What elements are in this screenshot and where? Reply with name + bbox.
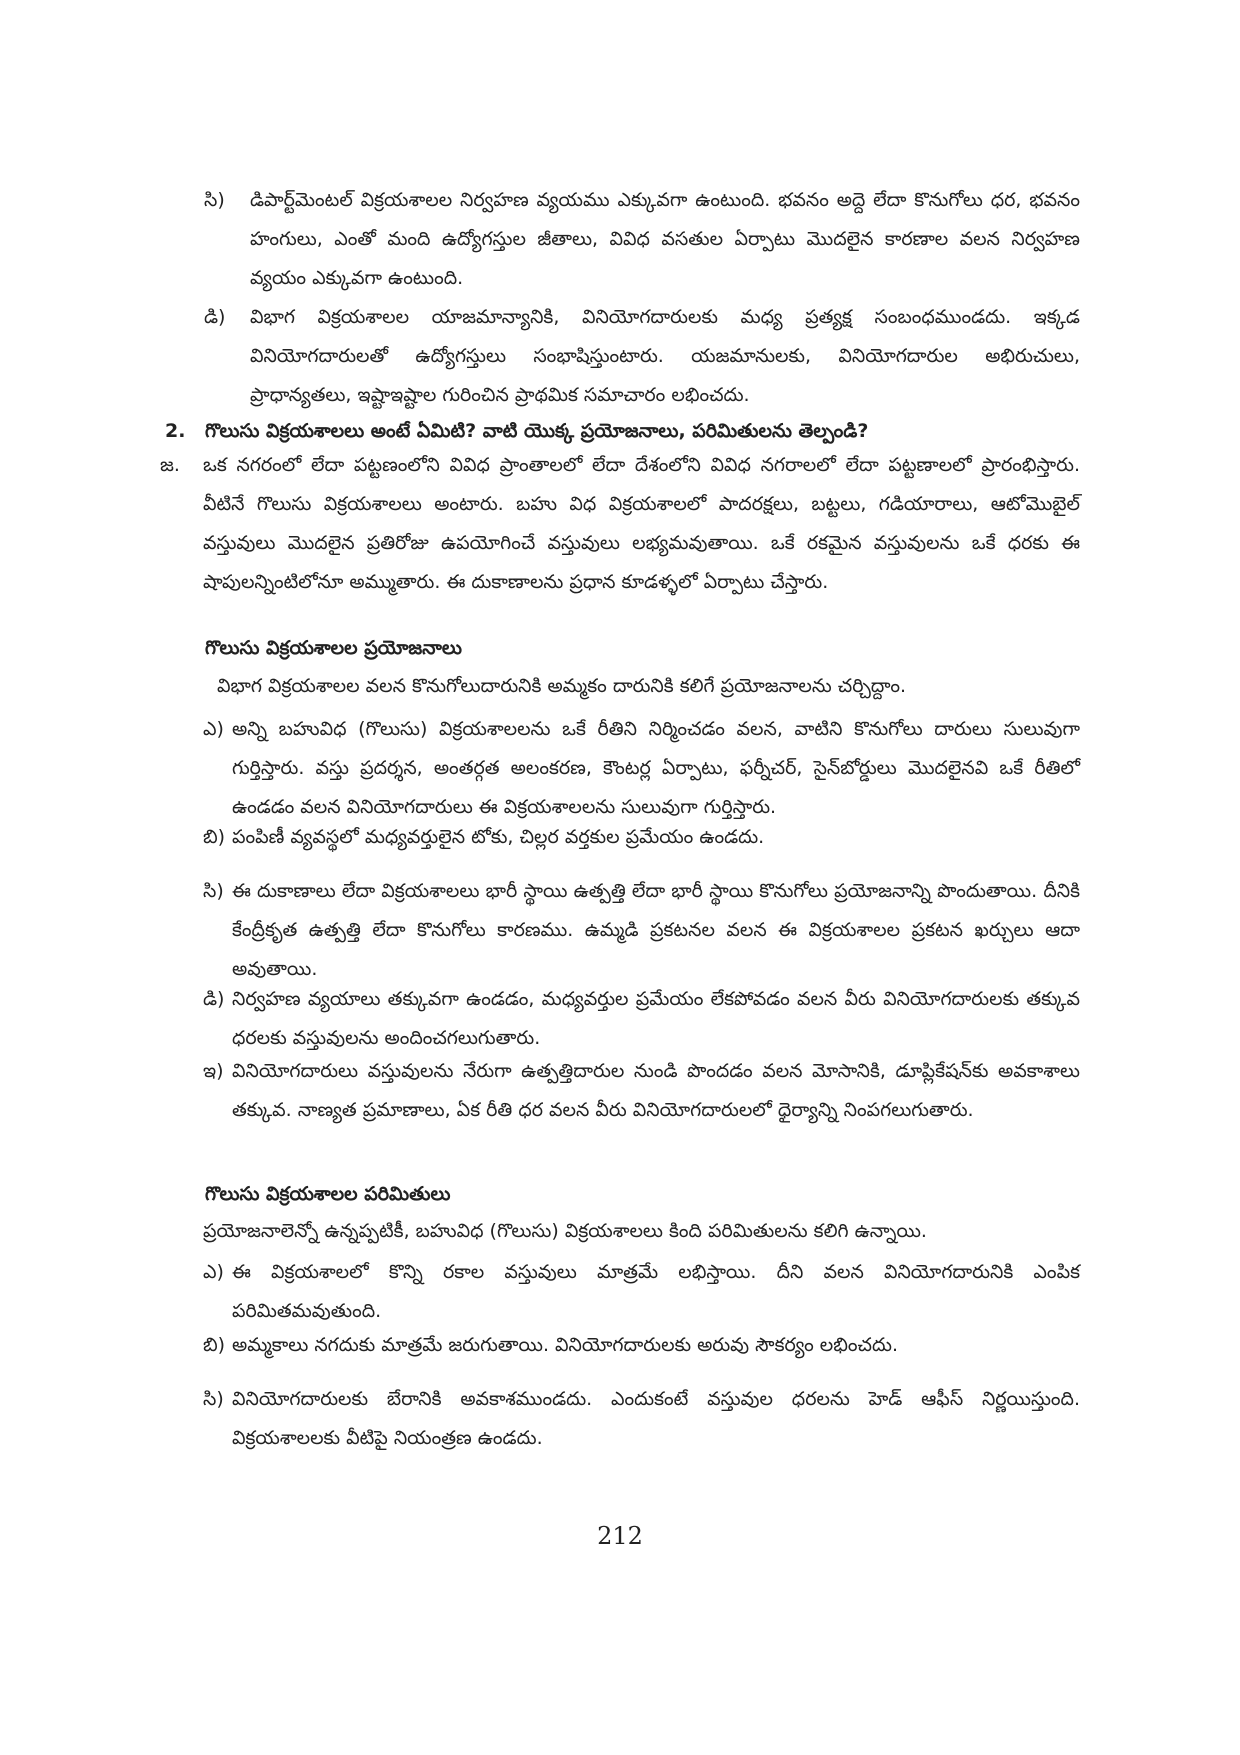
item-label: ఇ) (203, 1060, 224, 1082)
item-label: ఎ) (203, 718, 224, 740)
section-heading: గొలుసు విక్రయశాలల ప్రయోజనాలు (205, 637, 462, 659)
item-label: సి) (203, 880, 224, 902)
question-number: 2. (165, 420, 186, 442)
item-label: డి) (204, 306, 226, 328)
item-text: ఈ విక్రయశాలలో కొన్ని రకాల వస్తువులు మాత్రమే లభిస్తాయి. దీని వలన వినియోగదారునికి ఎంపిక పరిమితమవుతుంది. (232, 1261, 1080, 1322)
item-text: వినియోగదారులకు బేరానికి అవకాశముండదు. ఎందుకంటే వస్తువుల ధరలను హెడ్ ఆఫీస్ నిర్ణయిస్తుంది. విక్రయశాలలకు వీటిపై నియంత్రణ ఉండదు. (232, 1388, 1080, 1449)
item-label: బి) (203, 1334, 226, 1356)
item-text: ఈ దుకాణాలు లేదా విక్రయశాలలు భారీ స్థాయి ఉత్పత్తి లేదా భారీ స్థాయి కొనుగోలు ప్రయోజనాన్ని పొందుతాయి. దీనికి కేంద్రీకృత ఉత్పత్తి లేదా కొనుగోలు కారణము. ఉమ్మడి ప్రకటనల వలన ఈ విక్రయశాలల ప్రకటన ఖర్చులు ఆదా అవుతాయి. (232, 880, 1080, 980)
page-number: 212 (597, 1522, 643, 1550)
item-text: డిపార్ట్‌మెంటల్ విక్రయశాలల నిర్వహణ వ్యయము ఎక్కువగా ఉంటుంది. భవనం అద్దె లేదా కొనుగోలు ధర, భవనం హంగులు, ఎంతో మంది ఉద్యోగస్తుల జీతాలు, వివిధ వసతుల ఏర్పాటు మొదలైన కారణాల వలన నిర్వహణ వ్యయం ఎక్కువగా ఉంటుంది. (250, 189, 1080, 289)
item-label: సి) (204, 189, 225, 211)
item-text: అన్ని బహువిధ (గొలుసు) విక్రయశాలలను ఒకే రీతిని నిర్మించడం వలన, వాటిని కొనుగోలు దారులు సులువుగా గుర్తిస్తారు. వస్తు ప్రదర్శన, అంతర్గత అలంకరణ, కౌంటర్ల ఏర్పాటు, ఫర్నీచర్, సైన్‌బోర్డులు మొదలైనవి ఒకే రీతిలో ఉండడం వలన వినియోగదారులు ఈ విక్రయశాలలను సులువుగా గుర్తిస్తారు. (232, 718, 1080, 818)
answer-label: జ. (160, 454, 180, 476)
item-text: విభాగ విక్రయశాలల యాజమాన్యానికి, వినియోగదారులకు మధ్య ప్రత్యక్ష సంబంధముండదు. ఇక్కడ వినియోగదారులతో ఉద్యోగస్తులు సంభాషిస్తుంటారు. యజమానులకు, వినియోగదారుల అభిరుచులు, ప్రాధాన్యతలు, ఇష్టాఇష్టాల గురించిన ప్రాథమిక సమాచారం లభించదు. (250, 306, 1080, 406)
item-text: పంపిణీ వ్యవస్థలో మధ్యవర్తులైన టోకు, చిల్లర వర్తకుల ప్రమేయం ఉండదు. (232, 826, 765, 848)
item-text: అమ్మకాలు నగదుకు మాత్రమే జరుగుతాయి. వినియోగదారులకు అరువు సౌకర్యం లభించదు. (232, 1334, 898, 1356)
item-text: వినియోగదారులు వస్తువులను నేరుగా ఉత్పత్తిదారుల నుండి పొందడం వలన మోసానికి, డూప్లికేషన్‌కు అవకాశాలు తక్కువ. నాణ్యత ప్రమాణాలు, ఏక రీతి ధర వలన వీరు వినియోగదారులలో ధైర్యాన్ని నింపగలుగుతారు. (232, 1060, 1080, 1121)
answer-text: ఒక నగరంలో లేదా పట్టణంలోని వివిధ ప్రాంతాలలో లేదా దేశంలోని వివిధ నగరాలలో లేదా పట్టణాలలో ప్రారంభిస్తారు. వీటినే గొలుసు విక్రయశాలలు అంటారు. బహు విధ విక్రయశాలలో పాదరక్షలు, బట్టలు, గడియారాలు, ఆటోమొబైల్ వస్తువులు మొదలైన ప్రతిరోజు ఉపయోగించే వస్తువులు లభ్యమవుతాయి. ఒకే రకమైన వస్తువులను ఒకే ధరకు ఈ షాపులన్నింటిలోనూ అమ్ముతారు. ఈ దుకాణాలను ప్రధాన కూడళ్ళలో ఏర్పాటు చేస్తారు. (203, 454, 1080, 593)
question-text: గొలుసు విక్రయశాలలు అంటే ఏమిటి? వాటి యొక్క ప్రయోజనాలు, పరిమితులను తెల్పండి? (205, 420, 869, 442)
section-intro: విభాగ విక్రయశాలల వలన కొనుగోలుదారునికి అమ్మకం దారునికి కలిగే ప్రయోజనాలను చర్చిద్దాం. (217, 675, 907, 697)
section-intro: ప్రయోజనాలెన్నో ఉన్నప్పటికీ, బహువిధ (గొలుసు) విక్రయశాలలు కింది పరిమితులను కలిగి ఉన్నాయి. (203, 1220, 927, 1242)
item-label: బి) (203, 826, 226, 848)
section-heading: గొలుసు విక్రయశాలల పరిమితులు (205, 1183, 451, 1205)
item-label: ఎ) (203, 1261, 224, 1283)
item-label: డి) (203, 988, 225, 1010)
item-label: సి) (203, 1388, 224, 1410)
item-text: నిర్వహణ వ్యయాలు తక్కువగా ఉండడం, మధ్యవర్తుల ప్రమేయం లేకపోవడం వలన వీరు వినియోగదారులకు తక్కువ ధరలకు వస్తువులను అందించగలుగుతారు. (232, 988, 1080, 1049)
